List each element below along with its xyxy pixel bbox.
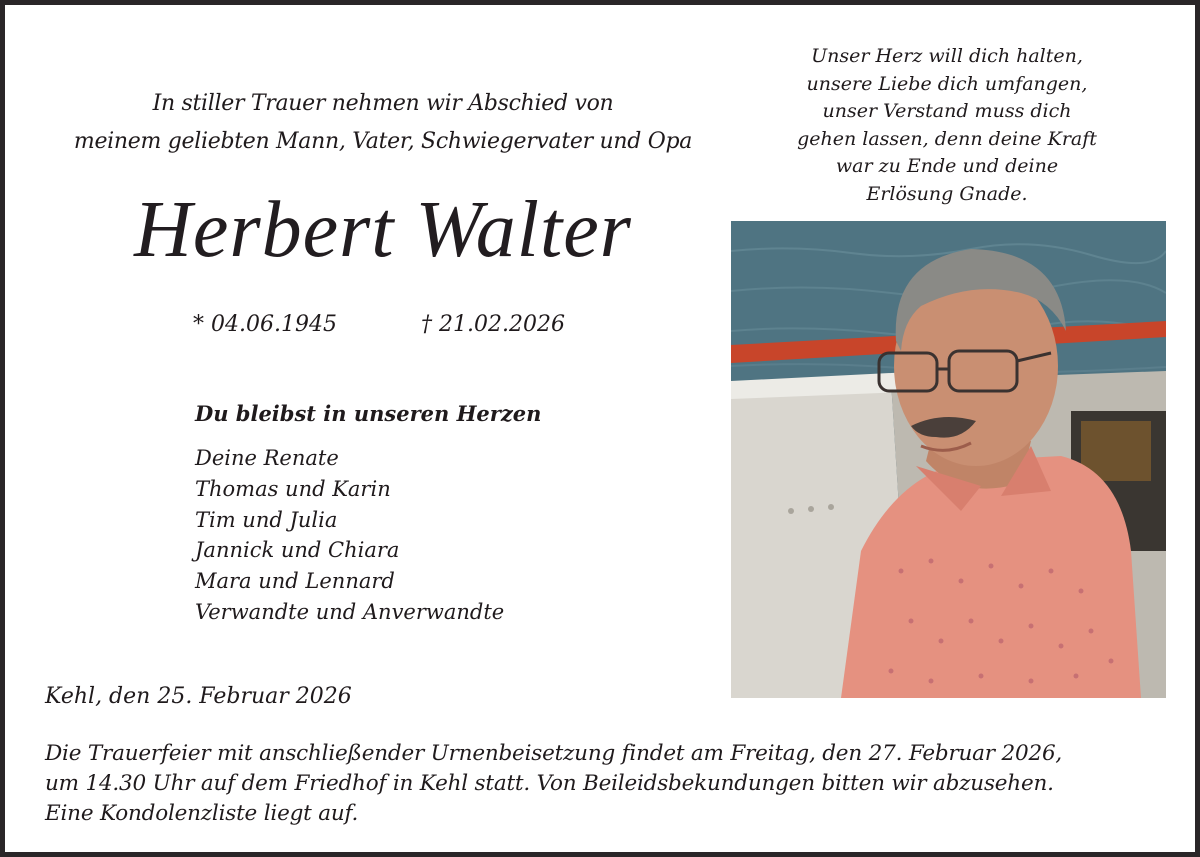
poem-line: gehen lassen, denn deine Kraft	[797, 127, 1097, 150]
mourners-list	[195, 443, 504, 628]
intro-line-1: In stiller Trauer nehmen wir Abschied von	[152, 91, 614, 116]
poem-line: Unser Herz will dich halten,	[811, 45, 1083, 67]
mourner-name: Tim und Julia	[195, 507, 338, 532]
poem-line: unsere Liebe dich umfangen,	[806, 72, 1088, 95]
mourner-name: Verwandte und Anverwandte	[195, 599, 505, 624]
portrait-photo	[731, 221, 1166, 698]
poem-line: war zu Ende und deine	[835, 155, 1059, 177]
ceremony-line: um 14.30 Uhr auf dem Friedhof in Kehl statt. Von Beileidsbekundungen bitten wir abzusehen.	[45, 771, 1054, 796]
place-and-date: Kehl, den 25. Februar 2026	[45, 684, 352, 709]
mourner-name: Thomas und Karin	[195, 476, 391, 501]
farewell-heading: Du bleibst in unseren Herzen	[195, 401, 542, 426]
intro-line-2: meinem geliebten Mann, Vater, Schwiegervater und Opa	[73, 129, 693, 154]
memorial-poem	[757, 43, 1137, 208]
ceremony-details	[45, 739, 1175, 829]
intro-text	[33, 85, 733, 161]
ceremony-line: Die Trauerfeier mit anschließender Urnenbeisetzung findet am Freitag, den 27. Februar 2026,	[45, 741, 1063, 766]
poem-line: Erlösung Gnade.	[866, 182, 1028, 205]
ceremony-line: Eine Kondolenzliste liegt auf.	[45, 801, 359, 826]
deceased-name: Herbert Walter	[134, 186, 632, 274]
portrait-illustration	[731, 221, 1166, 698]
mourner-name: Deine Renate	[195, 446, 339, 470]
poem-line: unser Verstand muss dich	[822, 100, 1072, 122]
birth-date: * 04.06.1945	[193, 312, 337, 337]
mourner-name: Mara und Lennard	[195, 569, 395, 594]
death-date: † 21.02.2026	[421, 312, 565, 337]
mourner-name: Jannick und Chiara	[195, 538, 400, 563]
